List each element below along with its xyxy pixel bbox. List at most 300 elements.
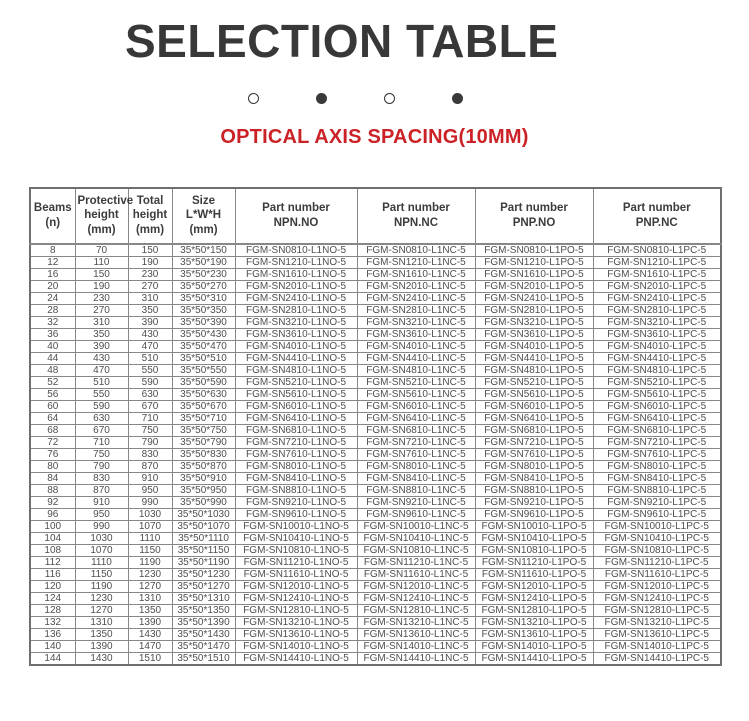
cell-npn-no: FGM-SN10810-L1NO-5 [235,544,357,556]
cell-total-height: 1430 [128,628,172,640]
cell-beams: 28 [30,304,75,316]
table-row [30,592,721,604]
cell-npn-no: FGM-SN1610-L1NO-5 [235,268,357,280]
cell-total-height: 630 [128,388,172,400]
cell-protective-height: 1230 [75,592,128,604]
cell-beams: 92 [30,496,75,508]
cell-pnp-no: FGM-SN6810-L1PO-5 [475,424,593,436]
cell-pnp-nc: FGM-SN1610-L1PC-5 [593,268,721,280]
cell-npn-no: FGM-SN2010-L1NO-5 [235,280,357,292]
cell-pnp-nc: FGM-SN2810-L1PC-5 [593,304,721,316]
axis-dot-icon [316,93,327,104]
cell-npn-nc: FGM-SN4010-L1NC-5 [357,340,475,352]
cell-npn-no: FGM-SN2810-L1NO-5 [235,304,357,316]
cell-npn-nc: FGM-SN0810-L1NC-5 [357,244,475,257]
cell-protective-height: 550 [75,388,128,400]
cell-total-height: 830 [128,448,172,460]
cell-pnp-nc: FGM-SN11610-L1PC-5 [593,568,721,580]
cell-pnp-no: FGM-SN13210-L1PO-5 [475,616,593,628]
cell-total-height: 1230 [128,568,172,580]
cell-pnp-no: FGM-SN2810-L1PO-5 [475,304,593,316]
table-row [30,244,721,257]
cell-total-height: 1070 [128,520,172,532]
cell-npn-no: FGM-SN9210-L1NO-5 [235,496,357,508]
cell-beams: 44 [30,352,75,364]
cell-beams: 36 [30,328,75,340]
cell-pnp-no: FGM-SN2010-L1PO-5 [475,280,593,292]
cell-beams: 20 [30,280,75,292]
table-body [30,244,721,665]
table-row [30,568,721,580]
cell-pnp-nc: FGM-SN6410-L1PC-5 [593,412,721,424]
cell-npn-no: FGM-SN10010-L1NO-5 [235,520,357,532]
cell-beams: 84 [30,472,75,484]
table-row [30,352,721,364]
cell-beams: 68 [30,424,75,436]
cell-npn-nc: FGM-SN12810-L1NC-5 [357,604,475,616]
cell-npn-no: FGM-SN7210-L1NO-5 [235,436,357,448]
cell-protective-height: 190 [75,280,128,292]
cell-total-height: 590 [128,376,172,388]
cell-npn-nc: FGM-SN2010-L1NC-5 [357,280,475,292]
cell-beams: 136 [30,628,75,640]
cell-protective-height: 1070 [75,544,128,556]
cell-protective-height: 1270 [75,604,128,616]
cell-total-height: 190 [128,256,172,268]
cell-pnp-no: FGM-SN14410-L1PO-5 [475,652,593,665]
cell-beams: 64 [30,412,75,424]
cell-npn-no: FGM-SN8010-L1NO-5 [235,460,357,472]
cell-protective-height: 1390 [75,640,128,652]
cell-pnp-no: FGM-SN9610-L1PO-5 [475,508,593,520]
cell-pnp-no: FGM-SN5610-L1PO-5 [475,388,593,400]
cell-npn-nc: FGM-SN8410-L1NC-5 [357,472,475,484]
cell-size: 35*50*1030 [172,508,235,520]
table-row [30,616,721,628]
cell-npn-nc: FGM-SN10410-L1NC-5 [357,532,475,544]
cell-npn-nc: FGM-SN2810-L1NC-5 [357,304,475,316]
cell-pnp-no: FGM-SN4410-L1PO-5 [475,352,593,364]
cell-protective-height: 390 [75,340,128,352]
cell-protective-height: 830 [75,472,128,484]
cell-npn-no: FGM-SN4410-L1NO-5 [235,352,357,364]
cell-npn-nc: FGM-SN6810-L1NC-5 [357,424,475,436]
cell-total-height: 1310 [128,592,172,604]
col-header-size: Size L*W*H (mm) [172,188,235,244]
cell-size: 35*50*910 [172,472,235,484]
cell-pnp-nc: FGM-SN12410-L1PC-5 [593,592,721,604]
cell-size: 35*50*1430 [172,628,235,640]
selection-table [29,187,722,666]
cell-npn-no: FGM-SN4810-L1NO-5 [235,364,357,376]
cell-npn-nc: FGM-SN1210-L1NC-5 [357,256,475,268]
cell-protective-height: 1430 [75,652,128,665]
cell-size: 35*50*670 [172,400,235,412]
cell-total-height: 1110 [128,532,172,544]
cell-pnp-nc: FGM-SN10010-L1PC-5 [593,520,721,532]
cell-npn-nc: FGM-SN7210-L1NC-5 [357,436,475,448]
cell-pnp-no: FGM-SN0810-L1PO-5 [475,244,593,257]
cell-npn-no: FGM-SN12810-L1NO-5 [235,604,357,616]
cell-beams: 88 [30,484,75,496]
cell-pnp-no: FGM-SN2410-L1PO-5 [475,292,593,304]
cell-npn-no: FGM-SN7610-L1NO-5 [235,448,357,460]
cell-pnp-nc: FGM-SN3610-L1PC-5 [593,328,721,340]
cell-npn-nc: FGM-SN3210-L1NC-5 [357,316,475,328]
cell-total-height: 550 [128,364,172,376]
cell-pnp-no: FGM-SN6410-L1PO-5 [475,412,593,424]
cell-size: 35*50*1310 [172,592,235,604]
page-title: SELECTION TABLE [125,15,559,67]
optical-axis-spacing-label: OPTICAL AXIS SPACING(10MM) [220,125,529,148]
cell-size: 35*50*590 [172,376,235,388]
table-row [30,376,721,388]
header-row [30,188,721,244]
cell-size: 35*50*390 [172,316,235,328]
table-row [30,268,721,280]
cell-npn-nc: FGM-SN9610-L1NC-5 [357,508,475,520]
cell-protective-height: 1110 [75,556,128,568]
cell-total-height: 950 [128,484,172,496]
cell-protective-height: 1030 [75,532,128,544]
cell-pnp-no: FGM-SN12010-L1PO-5 [475,580,593,592]
cell-size: 35*50*350 [172,304,235,316]
table-row [30,316,721,328]
cell-beams: 104 [30,532,75,544]
col-header-npn-no: Part number NPN.NO [235,188,357,244]
cell-npn-no: FGM-SN11610-L1NO-5 [235,568,357,580]
cell-pnp-no: FGM-SN6010-L1PO-5 [475,400,593,412]
cell-size: 35*50*270 [172,280,235,292]
cell-protective-height: 150 [75,268,128,280]
cell-protective-height: 110 [75,256,128,268]
cell-protective-height: 790 [75,460,128,472]
cell-beams: 48 [30,364,75,376]
cell-npn-nc: FGM-SN13210-L1NC-5 [357,616,475,628]
cell-protective-height: 710 [75,436,128,448]
cell-pnp-nc: FGM-SN11210-L1PC-5 [593,556,721,568]
cell-pnp-nc: FGM-SN7210-L1PC-5 [593,436,721,448]
cell-npn-nc: FGM-SN12410-L1NC-5 [357,592,475,604]
cell-npn-no: FGM-SN6410-L1NO-5 [235,412,357,424]
cell-pnp-nc: FGM-SN5210-L1PC-5 [593,376,721,388]
cell-total-height: 1350 [128,604,172,616]
col-header-total-height: Total height (mm) [128,188,172,244]
cell-size: 35*50*950 [172,484,235,496]
cell-pnp-no: FGM-SN9210-L1PO-5 [475,496,593,508]
cell-total-height: 510 [128,352,172,364]
table-row [30,412,721,424]
cell-pnp-nc: FGM-SN2010-L1PC-5 [593,280,721,292]
col-header-pnp-nc: Part number PNP.NC [593,188,721,244]
cell-npn-no: FGM-SN5610-L1NO-5 [235,388,357,400]
cell-npn-nc: FGM-SN5210-L1NC-5 [357,376,475,388]
table-row [30,280,721,292]
cell-total-height: 790 [128,436,172,448]
cell-npn-no: FGM-SN4010-L1NO-5 [235,340,357,352]
table-row [30,256,721,268]
cell-beams: 72 [30,436,75,448]
cell-pnp-nc: FGM-SN13610-L1PC-5 [593,628,721,640]
col-header-npn-nc: Part number NPN.NC [357,188,475,244]
cell-npn-nc: FGM-SN14410-L1NC-5 [357,652,475,665]
cell-protective-height: 470 [75,364,128,376]
cell-total-height: 230 [128,268,172,280]
cell-protective-height: 70 [75,244,128,257]
table-row [30,604,721,616]
cell-beams: 16 [30,268,75,280]
cell-size: 35*50*310 [172,292,235,304]
cell-npn-no: FGM-SN14010-L1NO-5 [235,640,357,652]
cell-pnp-no: FGM-SN13610-L1PO-5 [475,628,593,640]
table-row [30,436,721,448]
cell-protective-height: 230 [75,292,128,304]
cell-pnp-nc: FGM-SN4010-L1PC-5 [593,340,721,352]
cell-pnp-no: FGM-SN12810-L1PO-5 [475,604,593,616]
cell-npn-no: FGM-SN8810-L1NO-5 [235,484,357,496]
cell-pnp-nc: FGM-SN9610-L1PC-5 [593,508,721,520]
table-row [30,448,721,460]
cell-beams: 60 [30,400,75,412]
axis-dot-icon [452,93,463,104]
cell-beams: 140 [30,640,75,652]
cell-pnp-nc: FGM-SN10410-L1PC-5 [593,532,721,544]
cell-total-height: 750 [128,424,172,436]
cell-npn-no: FGM-SN6010-L1NO-5 [235,400,357,412]
cell-pnp-no: FGM-SN7610-L1PO-5 [475,448,593,460]
cell-pnp-nc: FGM-SN8010-L1PC-5 [593,460,721,472]
cell-pnp-nc: FGM-SN13210-L1PC-5 [593,616,721,628]
cell-pnp-no: FGM-SN8410-L1PO-5 [475,472,593,484]
cell-npn-nc: FGM-SN6410-L1NC-5 [357,412,475,424]
cell-npn-nc: FGM-SN11610-L1NC-5 [357,568,475,580]
cell-pnp-nc: FGM-SN3210-L1PC-5 [593,316,721,328]
cell-npn-nc: FGM-SN2410-L1NC-5 [357,292,475,304]
cell-beams: 80 [30,460,75,472]
cell-beams: 8 [30,244,75,257]
cell-beams: 120 [30,580,75,592]
cell-total-height: 670 [128,400,172,412]
cell-size: 35*50*1070 [172,520,235,532]
cell-pnp-no: FGM-SN5210-L1PO-5 [475,376,593,388]
cell-size: 35*50*750 [172,424,235,436]
cell-pnp-no: FGM-SN4010-L1PO-5 [475,340,593,352]
axis-dot-icon [248,93,259,104]
cell-size: 35*50*510 [172,352,235,364]
cell-total-height: 1390 [128,616,172,628]
optical-axis-dots [248,93,749,104]
cell-protective-height: 1310 [75,616,128,628]
table-row [30,292,721,304]
cell-npn-no: FGM-SN10410-L1NO-5 [235,532,357,544]
cell-total-height: 470 [128,340,172,352]
cell-pnp-no: FGM-SN11610-L1PO-5 [475,568,593,580]
table-row [30,508,721,520]
cell-size: 35*50*230 [172,268,235,280]
cell-pnp-nc: FGM-SN1210-L1PC-5 [593,256,721,268]
cell-npn-no: FGM-SN12410-L1NO-5 [235,592,357,604]
cell-total-height: 1510 [128,652,172,665]
cell-pnp-nc: FGM-SN7610-L1PC-5 [593,448,721,460]
cell-npn-no: FGM-SN13610-L1NO-5 [235,628,357,640]
cell-beams: 144 [30,652,75,665]
cell-protective-height: 870 [75,484,128,496]
cell-npn-nc: FGM-SN11210-L1NC-5 [357,556,475,568]
cell-size: 35*50*790 [172,436,235,448]
cell-size: 35*50*990 [172,496,235,508]
cell-pnp-no: FGM-SN3610-L1PO-5 [475,328,593,340]
cell-pnp-nc: FGM-SN10810-L1PC-5 [593,544,721,556]
cell-protective-height: 910 [75,496,128,508]
cell-pnp-nc: FGM-SN12810-L1PC-5 [593,604,721,616]
cell-beams: 112 [30,556,75,568]
table-row [30,460,721,472]
table-row [30,388,721,400]
cell-pnp-nc: FGM-SN5610-L1PC-5 [593,388,721,400]
cell-npn-nc: FGM-SN13610-L1NC-5 [357,628,475,640]
cell-npn-no: FGM-SN0810-L1NO-5 [235,244,357,257]
cell-beams: 96 [30,508,75,520]
cell-npn-nc: FGM-SN8010-L1NC-5 [357,460,475,472]
cell-pnp-nc: FGM-SN14010-L1PC-5 [593,640,721,652]
cell-total-height: 990 [128,496,172,508]
cell-size: 35*50*1110 [172,532,235,544]
cell-beams: 12 [30,256,75,268]
cell-total-height: 1190 [128,556,172,568]
cell-beams: 32 [30,316,75,328]
cell-npn-nc: FGM-SN9210-L1NC-5 [357,496,475,508]
cell-pnp-nc: FGM-SN2410-L1PC-5 [593,292,721,304]
cell-size: 35*50*1230 [172,568,235,580]
cell-size: 35*50*1150 [172,544,235,556]
cell-pnp-no: FGM-SN10810-L1PO-5 [475,544,593,556]
cell-total-height: 390 [128,316,172,328]
cell-size: 35*50*1350 [172,604,235,616]
cell-pnp-nc: FGM-SN0810-L1PC-5 [593,244,721,257]
cell-npn-nc: FGM-SN1610-L1NC-5 [357,268,475,280]
cell-protective-height: 950 [75,508,128,520]
cell-pnp-no: FGM-SN7210-L1PO-5 [475,436,593,448]
col-header-beams: Beams (n) [30,188,75,244]
cell-pnp-no: FGM-SN10010-L1PO-5 [475,520,593,532]
cell-size: 35*50*1190 [172,556,235,568]
cell-npn-no: FGM-SN1210-L1NO-5 [235,256,357,268]
table-row [30,472,721,484]
cell-npn-no: FGM-SN9610-L1NO-5 [235,508,357,520]
cell-total-height: 870 [128,460,172,472]
cell-npn-nc: FGM-SN5610-L1NC-5 [357,388,475,400]
cell-beams: 128 [30,604,75,616]
cell-pnp-no: FGM-SN3210-L1PO-5 [475,316,593,328]
cell-pnp-nc: FGM-SN8410-L1PC-5 [593,472,721,484]
cell-total-height: 710 [128,412,172,424]
cell-pnp-nc: FGM-SN6010-L1PC-5 [593,400,721,412]
cell-protective-height: 510 [75,376,128,388]
cell-npn-nc: FGM-SN10810-L1NC-5 [357,544,475,556]
cell-npn-no: FGM-SN11210-L1NO-5 [235,556,357,568]
table-row [30,640,721,652]
cell-protective-height: 750 [75,448,128,460]
cell-beams: 124 [30,592,75,604]
cell-total-height: 1270 [128,580,172,592]
cell-npn-nc: FGM-SN12010-L1NC-5 [357,580,475,592]
cell-beams: 100 [30,520,75,532]
cell-size: 35*50*470 [172,340,235,352]
table-row [30,496,721,508]
cell-protective-height: 990 [75,520,128,532]
cell-size: 35*50*550 [172,364,235,376]
cell-pnp-nc: FGM-SN8810-L1PC-5 [593,484,721,496]
cell-pnp-no: FGM-SN14010-L1PO-5 [475,640,593,652]
cell-protective-height: 270 [75,304,128,316]
cell-beams: 76 [30,448,75,460]
cell-pnp-no: FGM-SN11210-L1PO-5 [475,556,593,568]
table-row [30,328,721,340]
table-row [30,304,721,316]
cell-beams: 56 [30,388,75,400]
cell-protective-height: 1350 [75,628,128,640]
cell-pnp-nc: FGM-SN14410-L1PC-5 [593,652,721,665]
cell-size: 35*50*630 [172,388,235,400]
cell-npn-nc: FGM-SN4810-L1NC-5 [357,364,475,376]
table-row [30,544,721,556]
cell-pnp-nc: FGM-SN12010-L1PC-5 [593,580,721,592]
page [0,16,749,721]
cell-npn-nc: FGM-SN3610-L1NC-5 [357,328,475,340]
cell-size: 35*50*1390 [172,616,235,628]
cell-pnp-nc: FGM-SN4410-L1PC-5 [593,352,721,364]
cell-beams: 108 [30,544,75,556]
cell-npn-no: FGM-SN3210-L1NO-5 [235,316,357,328]
cell-total-height: 1150 [128,544,172,556]
cell-npn-nc: FGM-SN14010-L1NC-5 [357,640,475,652]
cell-pnp-no: FGM-SN8010-L1PO-5 [475,460,593,472]
cell-protective-height: 310 [75,316,128,328]
cell-pnp-nc: FGM-SN4810-L1PC-5 [593,364,721,376]
cell-npn-no: FGM-SN3610-L1NO-5 [235,328,357,340]
cell-npn-no: FGM-SN14410-L1NO-5 [235,652,357,665]
cell-npn-nc: FGM-SN10010-L1NC-5 [357,520,475,532]
cell-protective-height: 630 [75,412,128,424]
table-row [30,580,721,592]
cell-protective-height: 590 [75,400,128,412]
cell-pnp-no: FGM-SN8810-L1PO-5 [475,484,593,496]
cell-npn-nc: FGM-SN7610-L1NC-5 [357,448,475,460]
cell-npn-no: FGM-SN13210-L1NO-5 [235,616,357,628]
cell-size: 35*50*1510 [172,652,235,665]
cell-pnp-no: FGM-SN12410-L1PO-5 [475,592,593,604]
cell-beams: 24 [30,292,75,304]
table-row [30,556,721,568]
cell-npn-no: FGM-SN12010-L1NO-5 [235,580,357,592]
cell-size: 35*50*190 [172,256,235,268]
cell-total-height: 1030 [128,508,172,520]
axis-dot-icon [384,93,395,104]
cell-npn-nc: FGM-SN8810-L1NC-5 [357,484,475,496]
table-row [30,400,721,412]
cell-npn-nc: FGM-SN6010-L1NC-5 [357,400,475,412]
cell-total-height: 150 [128,244,172,257]
table-row [30,520,721,532]
cell-size: 35*50*710 [172,412,235,424]
cell-size: 35*50*430 [172,328,235,340]
cell-protective-height: 430 [75,352,128,364]
cell-size: 35*50*1270 [172,580,235,592]
cell-total-height: 430 [128,328,172,340]
cell-protective-height: 670 [75,424,128,436]
cell-npn-nc: FGM-SN4410-L1NC-5 [357,352,475,364]
cell-npn-no: FGM-SN5210-L1NO-5 [235,376,357,388]
